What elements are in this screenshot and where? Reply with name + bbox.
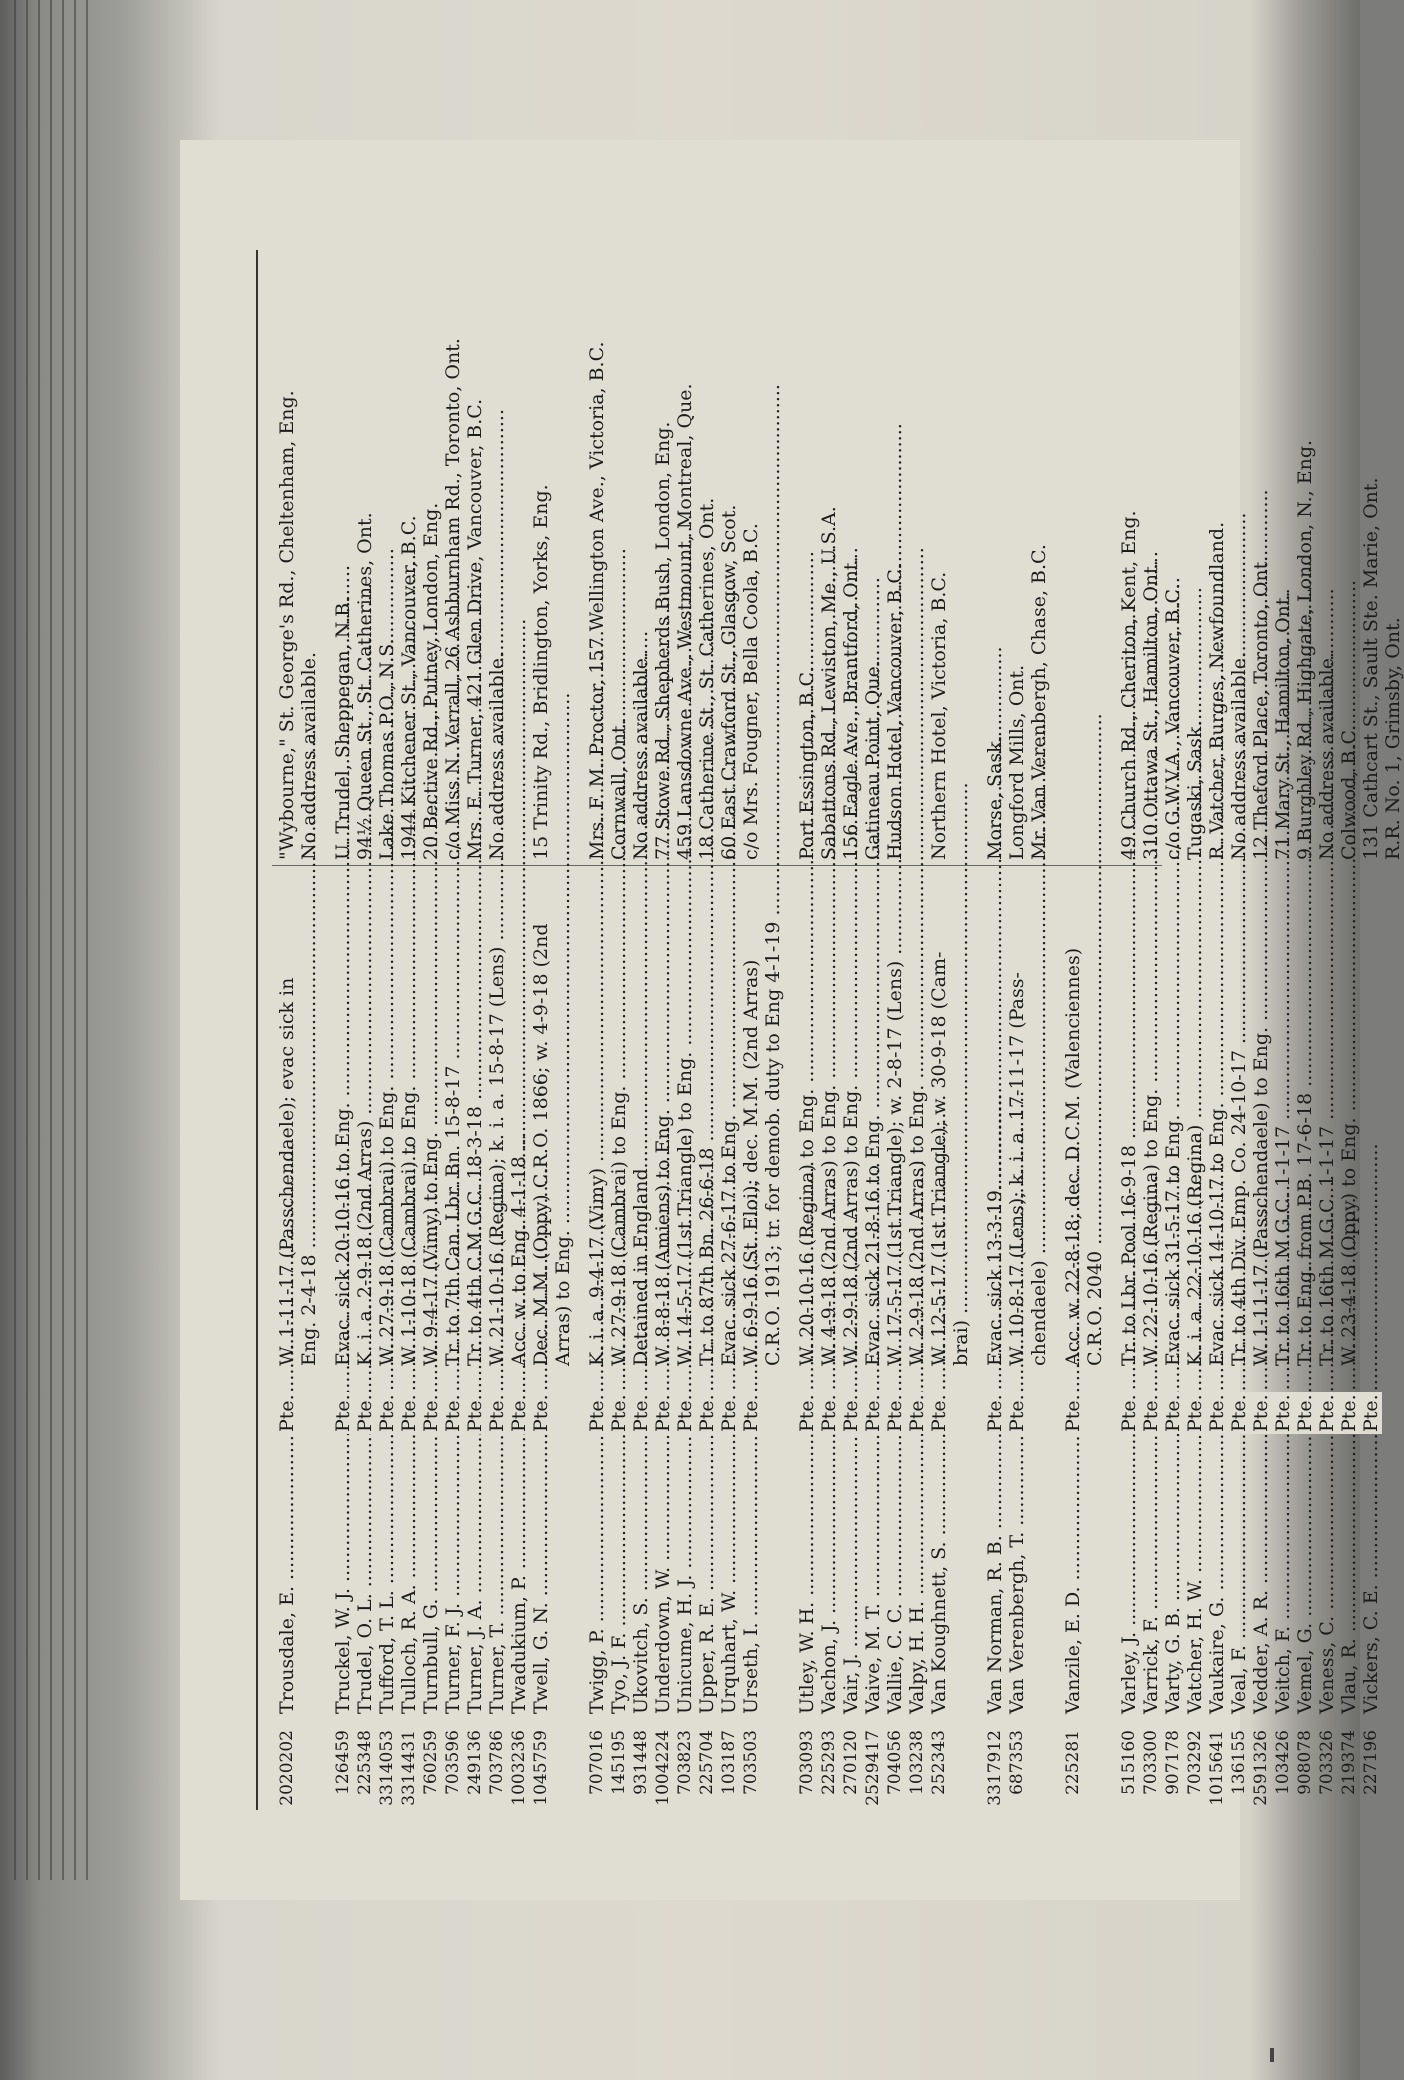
roster-row xyxy=(1360,272,1382,1810)
service-record: W. 1-11-17 (Passchendaele) to Eng. ..... xyxy=(1250,872,1272,1392)
page-edge-line xyxy=(62,0,64,1880)
service-record: W. 1-11-17 (Passchendaele); evac sick in xyxy=(276,977,298,1366)
rank: Pte. xyxy=(1294,1392,1316,1434)
rank: Pte. xyxy=(906,1392,928,1434)
regimental-number: 136155 xyxy=(1229,1730,1249,1795)
top-rule xyxy=(256,250,258,1810)
next-of-kin-address: 310 Ottawa St., Hamilton, Ont. xyxy=(1140,560,1162,860)
next-of-kin-address: "Wybourne," St. George's Rd., Cheltenham, Eng. xyxy=(276,390,298,860)
service-record: Tr. to 16th M.G.C. 1-1-17 ..... xyxy=(1272,872,1294,1392)
rank: Pte. xyxy=(530,1392,552,1434)
roster-row-continued xyxy=(1382,272,1404,1810)
next-of-kin-address: R. Vatcher, Burges, Newfoundland. xyxy=(1206,521,1228,860)
roster-row xyxy=(906,272,928,1810)
roster-row xyxy=(420,272,442,1810)
next-of-kin-address: 131 Cathcart St., Sault Ste. Marie, Ont. xyxy=(1360,477,1382,860)
rank: Pte. xyxy=(796,1392,818,1434)
roster-row xyxy=(1228,272,1250,1810)
regimental-number: 931448 xyxy=(631,1730,651,1795)
page-edge-line xyxy=(26,0,28,1880)
page-edge-line xyxy=(14,0,16,1880)
regimental-number: 704056 xyxy=(885,1730,905,1795)
service-record: W. 21-10-16 (Regina); k. i. a. 15-8-17 (Lens) ..... xyxy=(486,872,508,1392)
roster-row xyxy=(1338,272,1360,1810)
roster-row xyxy=(1272,272,1294,1810)
soldier-name: Van Norman, R. B. ..... xyxy=(984,1394,1006,1714)
rank: Pte. xyxy=(1272,1392,1294,1434)
service-record: Tr. to Lbr. Pool 16-9-18 ..... xyxy=(1118,872,1140,1392)
next-of-kin-address: No address available. xyxy=(298,651,320,860)
rank: Pte. xyxy=(1184,1392,1206,1434)
service-record: chendaele) ..... xyxy=(1028,872,1050,1392)
service-record: W. 4-9-18 (2nd Arras) to Eng. ..... xyxy=(818,872,840,1392)
service-record: Evac. sick 20-10-16 to Eng. ..... xyxy=(332,872,354,1392)
regimental-number: 225281 xyxy=(1063,1730,1083,1795)
roster-row-continued xyxy=(950,272,972,1810)
next-of-kin-address: 459 Lansdowne Ave., Westmount, Montreal, Que. xyxy=(674,383,696,860)
rank: Pte. xyxy=(1118,1392,1140,1434)
regimental-number: 707016 xyxy=(587,1730,607,1795)
roster-row-continued xyxy=(552,272,574,1810)
roster-row xyxy=(696,272,718,1810)
row-spacer xyxy=(320,272,332,1810)
service-record: Evac. sick 27-6-17 to Eng. ..... xyxy=(718,872,740,1392)
service-record: W. 10-8-17 (Lens); k. i. a. 17-11-17 (Pass- xyxy=(1006,972,1028,1366)
regimental-number: 703326 xyxy=(1317,1730,1337,1795)
roster-table xyxy=(276,272,1404,1810)
regimental-number: 1003236 xyxy=(509,1730,529,1806)
next-of-kin-address: Lake Thomas P.O., N.S. xyxy=(376,638,398,860)
rank: Pte. xyxy=(398,1392,420,1434)
service-record: K. i. a. 9-4-17 (Vimy) ..... xyxy=(586,872,608,1392)
roster-row xyxy=(1206,272,1228,1810)
rank: Pte. xyxy=(276,1392,298,1434)
regimental-number: 703596 xyxy=(443,1730,463,1795)
soldier-name: Twadukium, P. ..... xyxy=(508,1394,530,1714)
next-of-kin-address: 94½ Queen St., St. Catherines, Ont. xyxy=(354,512,376,860)
roster-row xyxy=(1162,272,1184,1810)
next-of-kin-address: c/o Miss N. Verrall, 26 Ashburnham Rd., Toronto, Ont. xyxy=(442,338,464,860)
service-record: W. 9-4-17 (Vimy) to Eng. ..... xyxy=(420,872,442,1392)
soldier-name: Vallie, C. C. ..... xyxy=(884,1394,906,1714)
soldier-name: Van Verenbergh, T. ..... xyxy=(1006,1394,1028,1714)
roster-row xyxy=(984,272,1006,1810)
next-of-kin-address: Mrs. F. M. Proctor, 157 Wellington Ave., Victoria, B.C. xyxy=(586,341,608,860)
next-of-kin-address: Cornwall, Ont. xyxy=(608,719,630,860)
soldier-name: Van Koughnett, S. ..... xyxy=(928,1394,950,1714)
service-record: Evac. sick 31-5-17 to Eng. ..... xyxy=(1162,872,1184,1392)
page-edge-line xyxy=(38,0,40,1880)
next-of-kin-address: Port Essington, B.C. xyxy=(796,666,818,860)
roster-row xyxy=(332,272,354,1810)
rank: Pte. xyxy=(840,1392,862,1434)
roster-row xyxy=(630,272,652,1810)
service-record: K. i. a. 22-10-16 (Regina) ..... xyxy=(1184,872,1206,1392)
roster-row xyxy=(376,272,398,1810)
rank: Pte. xyxy=(376,1392,398,1434)
regimental-number: 703786 xyxy=(487,1730,507,1795)
regimental-number: 126459 xyxy=(333,1730,353,1795)
regimental-number: 3314431 xyxy=(399,1730,419,1806)
next-of-kin-address: Mrs. E. Turner, 421 Glen Drive, Vancouver, B.C. xyxy=(464,398,486,860)
regimental-number: 3317912 xyxy=(985,1730,1005,1806)
rank: Pte. xyxy=(608,1392,630,1434)
regimental-number: 2591326 xyxy=(1251,1730,1271,1806)
service-record: Evac. sick 21-8-16 to Eng. ..... xyxy=(862,872,884,1392)
soldier-name: Vanzile, E. D. ..... xyxy=(1062,1394,1084,1714)
roster-row xyxy=(276,272,298,1810)
page-mark xyxy=(1270,2048,1274,2062)
roster-row-continued xyxy=(762,272,784,1810)
service-record: W. 27-9-18 (Cambrai) to Eng. ..... xyxy=(608,872,630,1392)
roster-row-continued xyxy=(298,272,320,1810)
rank: Pte. xyxy=(1006,1392,1028,1434)
next-of-kin-address: Northern Hotel, Victoria, B.C. xyxy=(928,571,950,860)
regimental-number: 703093 xyxy=(797,1730,817,1795)
row-spacer xyxy=(972,272,984,1810)
regimental-number: 252343 xyxy=(929,1730,949,1795)
next-of-kin-address: 1944 Kitchener St., Vancouver, B.C. xyxy=(398,515,420,860)
soldier-name: Twell, G. N. ..... xyxy=(530,1394,552,1714)
page-edge-line xyxy=(74,0,76,1880)
rank: Pte. xyxy=(1206,1392,1228,1434)
page-edge-line xyxy=(50,0,52,1880)
rank: Pte. xyxy=(1228,1392,1250,1434)
service-record: brai) ..... xyxy=(950,872,972,1392)
soldier-name: Trousdale, E. ..... xyxy=(276,1394,298,1714)
roster-row xyxy=(928,272,950,1810)
next-of-kin-address: 60 East Crawford St., Glasgow, Scot. xyxy=(718,504,740,860)
rank: Pte. xyxy=(486,1392,508,1434)
rank: Pte. xyxy=(464,1392,486,1434)
next-of-kin-address: Longford Mills, Ont. xyxy=(1006,664,1028,860)
soldier-name: Vachon, J. ..... xyxy=(818,1394,840,1714)
rank: Pte. xyxy=(1316,1392,1338,1434)
roster-row xyxy=(840,272,862,1810)
soldier-name: Turner, T. ..... xyxy=(486,1394,508,1714)
service-record: Tr. to 4th Div. Emp. Co. 24-10-17 ..... xyxy=(1228,872,1250,1392)
soldier-name: Urseth, I. ..... xyxy=(740,1394,762,1714)
regimental-number: 908078 xyxy=(1295,1730,1315,1795)
next-of-kin-address: No address available. xyxy=(1228,651,1250,860)
roster-row xyxy=(1062,272,1084,1810)
soldier-name: Turner, J. A. ..... xyxy=(464,1394,486,1714)
row-spacer xyxy=(574,272,586,1810)
soldier-name: Utley, W. H. ..... xyxy=(796,1394,818,1714)
soldier-name: Veness, C. ..... xyxy=(1316,1394,1338,1714)
soldier-name: Vemel, G. ..... xyxy=(1294,1394,1316,1714)
rank: Pte. xyxy=(332,1392,354,1434)
row-spacer xyxy=(1050,272,1062,1810)
service-record: W. 14-5-17 (1st Triangle) to Eng. ..... xyxy=(674,872,696,1392)
soldier-name: Vedder, A. R. ..... xyxy=(1250,1394,1272,1714)
rank: Pte. xyxy=(1140,1392,1162,1434)
rank: Pte. xyxy=(928,1392,950,1434)
next-of-kin-address: Sabattons Rd., Lewiston, Me., U.S.A. xyxy=(818,506,840,860)
next-of-kin-address: Mr. Van Verenbergh, Chase, B.C. xyxy=(1028,544,1050,860)
next-of-kin-address: 18 Catherine St., St. Catherines, Ont. xyxy=(696,497,718,860)
service-record: Detained in England ..... xyxy=(630,872,652,1392)
regimental-number: 225293 xyxy=(819,1730,839,1795)
roster-row xyxy=(1294,272,1316,1810)
roster-row xyxy=(862,272,884,1810)
regimental-number: 687353 xyxy=(1007,1730,1027,1795)
service-record: Acc. w. 22-8-18; dec. D.C.M. (Valenciennes) xyxy=(1062,947,1084,1366)
rank: Pte. xyxy=(984,1392,1006,1434)
roster-row-continued xyxy=(1028,272,1050,1810)
soldier-name: Vair, J. ..... xyxy=(840,1394,862,1714)
soldier-name: Vatcher, H. W. ..... xyxy=(1184,1394,1206,1714)
roster-row xyxy=(1184,272,1206,1810)
soldier-name: Varley, J. ..... xyxy=(1118,1394,1140,1714)
rank: Pte. xyxy=(884,1392,906,1434)
service-record: Acc. w. to Eng. 4-1-18 ..... xyxy=(508,872,530,1392)
service-record: Tr. to Eng. from P.B. 17-6-18 ..... xyxy=(1294,872,1316,1392)
rank: Pte. xyxy=(1360,1392,1382,1434)
service-record: W. 12-5-17 (1st Triangle); w. 30-9-18 (Cam- xyxy=(928,951,950,1366)
service-record: W. 1-10-18 (Cambrai) to Eng. ..... xyxy=(398,872,420,1392)
next-of-kin-address: No address available. xyxy=(630,651,652,860)
regimental-number: 225704 xyxy=(697,1730,717,1795)
soldier-name: Veitch, F. ..... xyxy=(1272,1394,1294,1714)
roster-page xyxy=(180,140,1404,1900)
soldier-name: Upper, R. E. ..... xyxy=(696,1394,718,1714)
rank: Pte. xyxy=(652,1392,674,1434)
next-of-kin-address: R.R. No. 1, Grimsby, Ont. xyxy=(1382,617,1404,860)
rank: Pte. xyxy=(630,1392,652,1434)
soldier-name: Unicume, H. J. ..... xyxy=(674,1394,696,1714)
service-record: W. 27-9-18 (Cambrai) to Eng. ..... xyxy=(376,872,398,1392)
roster-row xyxy=(398,272,420,1810)
rank: Pte. xyxy=(818,1392,840,1434)
next-of-kin-address: 156 Eagle Ave., Brantford, Ont. xyxy=(840,556,862,860)
roster-row xyxy=(442,272,464,1810)
next-of-kin-address: Tugaski, Sask. xyxy=(1184,720,1206,860)
next-of-kin-address: Gatineau Point, Que. xyxy=(862,660,884,860)
regimental-number: 2020202 xyxy=(277,1730,297,1806)
rotated-roster-content xyxy=(180,140,1404,1900)
rank: Pte. xyxy=(862,1392,884,1434)
regimental-number: 703292 xyxy=(1185,1730,1205,1795)
roster-row xyxy=(508,272,530,1810)
soldier-name: Trudel, O. L. ..... xyxy=(354,1394,376,1714)
service-record: K. i. a. 2-9-18 (2nd Arras) ..... xyxy=(354,872,376,1392)
regimental-number: 3314053 xyxy=(377,1730,397,1806)
soldier-name: Turner, F. J. ..... xyxy=(442,1394,464,1714)
regimental-number: 103426 xyxy=(1273,1730,1293,1795)
roster-row xyxy=(1006,272,1028,1810)
service-record: Tr. to 87th Bn. 26-6-18 ..... xyxy=(696,872,718,1392)
regimental-number: 703300 xyxy=(1141,1730,1161,1795)
regimental-number: 515160 xyxy=(1119,1730,1139,1795)
service-record: W. 8-8-18 (Amiens) to Eng. ..... xyxy=(652,872,674,1392)
rank: Pte. xyxy=(1062,1392,1084,1434)
page-edge-line xyxy=(86,0,88,1880)
next-of-kin-address: Hudson Hotel, Vancouver, B.C. xyxy=(884,563,906,860)
soldier-name: Valpy, H. H. ..... xyxy=(906,1394,928,1714)
row-spacer xyxy=(784,272,796,1810)
regimental-number: 703503 xyxy=(741,1730,761,1795)
service-record: W. 6-9-16 (St. Eloi); dec. M.M. (2nd Arras) xyxy=(740,959,762,1366)
roster-row xyxy=(1118,272,1140,1810)
service-record: W. 22-10-16 (Regina) to Eng. ..... xyxy=(1140,872,1162,1392)
rank: Pte. xyxy=(674,1392,696,1434)
service-record: Dec. M.M. (Oppy) C.R.O. 1866; w. 4-9-18 (2nd xyxy=(530,923,552,1366)
service-record: Evac. sick 13-3-19. ..... xyxy=(984,872,1006,1392)
soldier-name: Vaukaire, G. ..... xyxy=(1206,1394,1228,1714)
soldier-name: Twigg, P. ..... xyxy=(586,1394,608,1714)
soldier-name: Urquhart, W. ..... xyxy=(718,1394,740,1714)
roster-row xyxy=(1316,272,1338,1810)
roster-row xyxy=(1250,272,1272,1810)
roster-row xyxy=(884,272,906,1810)
next-of-kin-address: No address available. xyxy=(1316,651,1338,860)
next-of-kin-address: 71 Mary St., Hamilton, Ont. xyxy=(1272,591,1294,860)
next-of-kin-address: c/o Mrs. Fougner, Bella Coola, B.C. xyxy=(740,523,762,860)
rank: Pte. xyxy=(1338,1392,1360,1434)
service-record: C.R.O. 2040 ..... xyxy=(1084,872,1106,1392)
roster-row xyxy=(1140,272,1162,1810)
roster-row xyxy=(674,272,696,1810)
regimental-number: 760259 xyxy=(421,1730,441,1795)
soldier-name: Turnbull, G. ..... xyxy=(420,1394,442,1714)
service-record: Eng. 2-4-18 ..... xyxy=(298,872,320,1392)
service-record: W. 23-4-18 (Oppy) to Eng. ..... xyxy=(1338,872,1360,1392)
soldier-name: Vaive, M. T. ..... xyxy=(862,1394,884,1714)
regimental-number: 219374 xyxy=(1339,1730,1359,1795)
regimental-number: 703823 xyxy=(675,1730,695,1795)
regimental-number: 145195 xyxy=(609,1730,629,1795)
next-of-kin-address: 77 Stowe Rd., Shepherds Bush, London, Eng. xyxy=(652,421,674,860)
service-record: W. 20-10-16 (Regina) to Eng. ..... xyxy=(796,872,818,1392)
next-of-kin-address: U. Trudel, Sheppegan, N.B. xyxy=(332,596,354,860)
soldier-name: Tufford, T. L. ..... xyxy=(376,1394,398,1714)
soldier-name: Tulloch, R. A. ..... xyxy=(398,1394,420,1714)
roster-row xyxy=(486,272,508,1810)
next-of-kin-address: Colwood, B.C. xyxy=(1338,724,1360,860)
service-record: Arras) to Eng. ..... xyxy=(552,872,574,1392)
rank: Pte. xyxy=(718,1392,740,1434)
soldier-name: Varty, G. B. ..... xyxy=(1162,1394,1184,1714)
regimental-number: 227196 xyxy=(1361,1730,1381,1795)
soldier-name: Truckel, W. J. ..... xyxy=(332,1394,354,1714)
next-of-kin-address: 12 Theford Place, Toronto, Ont. xyxy=(1250,555,1272,860)
soldier-name: Vlau, R. ..... xyxy=(1338,1394,1360,1714)
next-of-kin-address: 9 Burghley Rd., Highgate, London, N., Eng. xyxy=(1294,439,1316,860)
regimental-number: 1015641 xyxy=(1207,1730,1227,1806)
roster-row xyxy=(530,272,552,1810)
regimental-number: 270120 xyxy=(841,1730,861,1795)
rank: Pte. xyxy=(508,1392,530,1434)
regimental-number: 249136 xyxy=(465,1730,485,1795)
regimental-number: 103238 xyxy=(907,1730,927,1795)
service-record: Tr. to 16th M.G.C. 1-1-17 ..... xyxy=(1316,872,1338,1392)
soldier-name: Underdown, W. ..... xyxy=(652,1394,674,1714)
regimental-number: 1004224 xyxy=(653,1730,673,1806)
service-record: C.R.O. 1913; tr. for demob. duty to Eng 4-1-19 ..... xyxy=(762,872,784,1392)
soldier-name: Ukovitch, S. ..... xyxy=(630,1394,652,1714)
rank: Pte. xyxy=(420,1392,442,1434)
soldier-name: Varrick, F. ..... xyxy=(1140,1394,1162,1714)
roster-row xyxy=(652,272,674,1810)
next-of-kin-address: 20 Bective Rd., Putney, London, Eng. xyxy=(420,502,442,860)
rank: Pte. xyxy=(586,1392,608,1434)
roster-row xyxy=(586,272,608,1810)
rank: Pte. xyxy=(1250,1392,1272,1434)
regimental-number: 2529417 xyxy=(863,1730,883,1806)
next-of-kin-address: c/o G.W.V.A., Vancouver, B.C. xyxy=(1162,583,1184,860)
regimental-number: 225348 xyxy=(355,1730,375,1795)
roster-row xyxy=(608,272,630,1810)
rank: Pte. xyxy=(442,1392,464,1434)
next-of-kin-address: Morse, Sask. xyxy=(984,735,1006,860)
rank: Pte. xyxy=(1162,1392,1184,1434)
next-of-kin-address: 15 Trinity Rd., Bridlington, Yorks, Eng. xyxy=(530,484,552,860)
roster-row xyxy=(796,272,818,1810)
regimental-number: 1045759 xyxy=(531,1730,551,1806)
service-record: W. 2-9-18 (2nd Arras) to Eng. ..... xyxy=(840,872,862,1392)
roster-row xyxy=(740,272,762,1810)
service-record: W. 2-9-18 (2nd Arras) to Eng. ..... xyxy=(906,872,928,1392)
service-record: W. 17-5-17 (1st Triangle); w. 2-8-17 (Lens) ..... xyxy=(884,872,906,1392)
next-of-kin-address: 49 Church Rd., Cheriton, Kent, Eng. xyxy=(1118,510,1140,860)
soldier-name: Tyo, J. F. ..... xyxy=(608,1394,630,1714)
soldier-name: Veal, F. ..... xyxy=(1228,1394,1250,1714)
roster-row xyxy=(718,272,740,1810)
soldier-name: Vickers, C. E. ..... xyxy=(1360,1394,1382,1714)
roster-row xyxy=(464,272,486,1810)
rank: Pte. xyxy=(696,1392,718,1434)
service-record: Evac. sick 14-10-17 to Eng. ..... xyxy=(1206,872,1228,1392)
rank: Pte. xyxy=(354,1392,376,1434)
rank: Pte. xyxy=(740,1392,762,1434)
service-record: Tr. to 7th Can. Lbr. Bn. 15-8-17 ..... xyxy=(442,872,464,1392)
regimental-number: 907178 xyxy=(1163,1730,1183,1795)
service-record: Tr. to 4th C.M.G.C. 18-3-18 ..... xyxy=(464,872,486,1392)
next-of-kin-address: No address available. xyxy=(486,651,508,860)
roster-row xyxy=(818,272,840,1810)
row-spacer xyxy=(1106,272,1118,1810)
roster-row xyxy=(354,272,376,1810)
roster-row-continued xyxy=(1084,272,1106,1810)
regimental-number: 103187 xyxy=(719,1730,739,1795)
